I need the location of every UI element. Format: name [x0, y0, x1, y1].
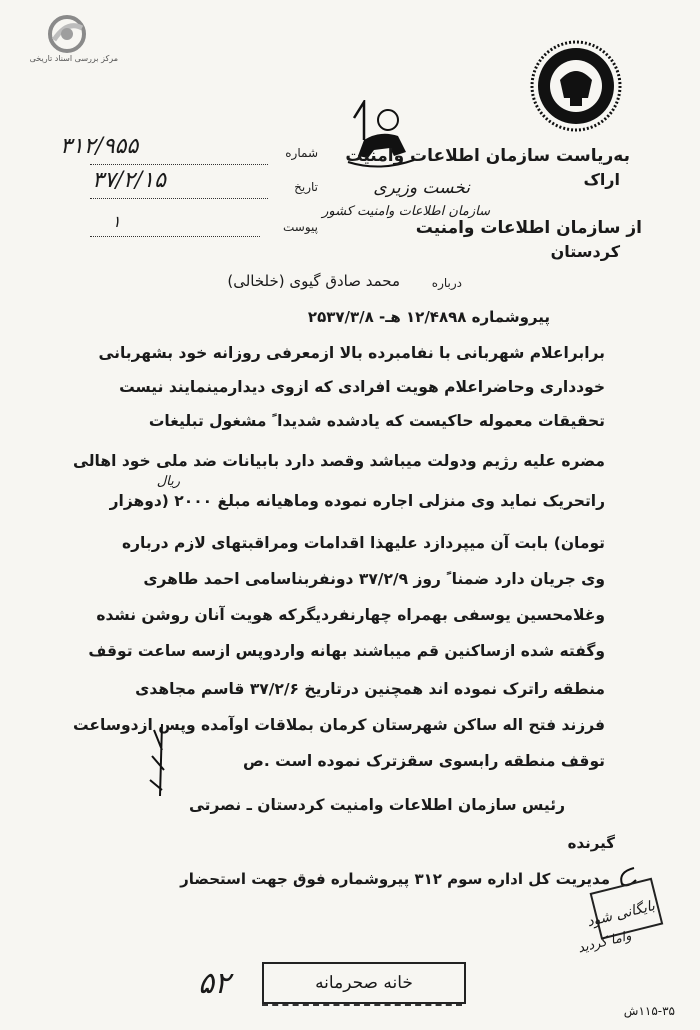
- number-label: شماره: [285, 146, 318, 160]
- header-sender-province: کردستان: [550, 242, 620, 261]
- handwritten-note-2: سازمان اطلاعات وامنیت کشور: [322, 204, 490, 219]
- attachment-dotted-line: [90, 236, 260, 237]
- archive-logo-icon: [44, 14, 90, 54]
- header-recipient-city: اراک: [583, 170, 620, 189]
- header-sender-line: از سازمان اطلاعات وامنیت: [415, 218, 642, 238]
- signature-line: رئیس سازمان اطلاعات وامنیت کردستان ـ نصرتی: [188, 796, 565, 814]
- header-recipient-line: به‌ریاست سازمان اطلاعات وامنیت: [345, 146, 630, 166]
- bottom-number: ۵۲: [198, 966, 231, 1001]
- stamp-underline: [262, 1004, 462, 1010]
- body-line: مضره علیه رژیم ودولت میباشد وقصد دارد بابیانات ضد ملی خود اهالی: [73, 452, 605, 470]
- stamp-text-2: واما کردید: [576, 928, 633, 957]
- watermark-label: مرکز بررسی اسناد تاریخی: [29, 54, 118, 63]
- body-line: تومان) بابت آن میپردازد علیهذا اقدامات ومراقبتهای لازم درباره: [121, 534, 605, 552]
- body-line: خودداری وحاضراعلام هویت افرادی که ازوی دیدارمینمایند نیست: [119, 378, 605, 396]
- date-label: تاریخ: [294, 180, 318, 194]
- attachment-label: پیوست: [283, 220, 318, 234]
- rial-note: ریال: [156, 474, 180, 489]
- body-line: منطقه راترک نموده اند همچنین درتاریخ ۳۷/۲/۶ قاسم مجاهدی: [135, 680, 605, 698]
- date-dotted-line: [90, 198, 268, 199]
- body-line: تحقیقات معموله حاکیست که یادشده شدیدا ً مشغول تبلیغات: [148, 412, 605, 430]
- number-value: ۳۱۲/۹۵۵: [60, 134, 139, 159]
- attachment-value: ۱: [112, 212, 121, 231]
- reference-line: پیروشماره ۱۲/۴۸۹۸ هـ- ۲۵۳۷/۳/۸: [307, 308, 550, 326]
- body-line: وگفته شده ازساکنین قم میباشند بهانه واردوپس ازسه ساعت توقف: [88, 642, 605, 660]
- body-line: وی جریان دارد ضمنا ً روز ۳۷/۲/۹ دونفربناسامی احمد طاهری: [143, 570, 605, 588]
- classification-stamp: خانه صحرمانه: [262, 962, 466, 1004]
- margin-scribble-icon: [132, 720, 172, 800]
- stamp-text: بایگانی شود: [585, 898, 657, 931]
- archive-stamp: [463, 874, 686, 1002]
- subject-value: محمد صادق گیوی (خلخالی): [227, 272, 400, 290]
- body-line: وغلامحسین یوسفی بهمراه چهارنفردیگرکه هویت آنان روشن نشده: [96, 606, 605, 624]
- subject-label: درباره: [431, 276, 462, 290]
- date-value: ۳۷/۲/۱۵: [92, 168, 166, 193]
- body-line: برابراعلام شهربانی با نفامبرده بالا ازمعرفی روزانه خود بشهربانی: [98, 344, 605, 362]
- body-line: راتحریک نماید وی منزلی اجاره نموده وماهیانه مبلغ ۲۰۰۰ (دوهزار: [109, 492, 605, 510]
- page-code: ۱۱۵-۳۵ش: [623, 1004, 675, 1018]
- emblem-seal-icon: [530, 40, 622, 132]
- recipient-line: مدیریت کل اداره سوم ۳۱۲ پیروشماره فوق جهت استحضار: [180, 870, 610, 888]
- body-line: توقف منطقه رابسوی سقزترک نموده است .ص: [243, 752, 605, 770]
- handwritten-note: نخست وزیری: [373, 178, 470, 198]
- recipient-label: گیرنده: [567, 834, 615, 852]
- number-dotted-line: [90, 164, 268, 165]
- body-line: فرزند فتح اله ساکن شهرستان کرمان بملاقات اوآمده وپس ازدوساعت: [72, 716, 605, 734]
